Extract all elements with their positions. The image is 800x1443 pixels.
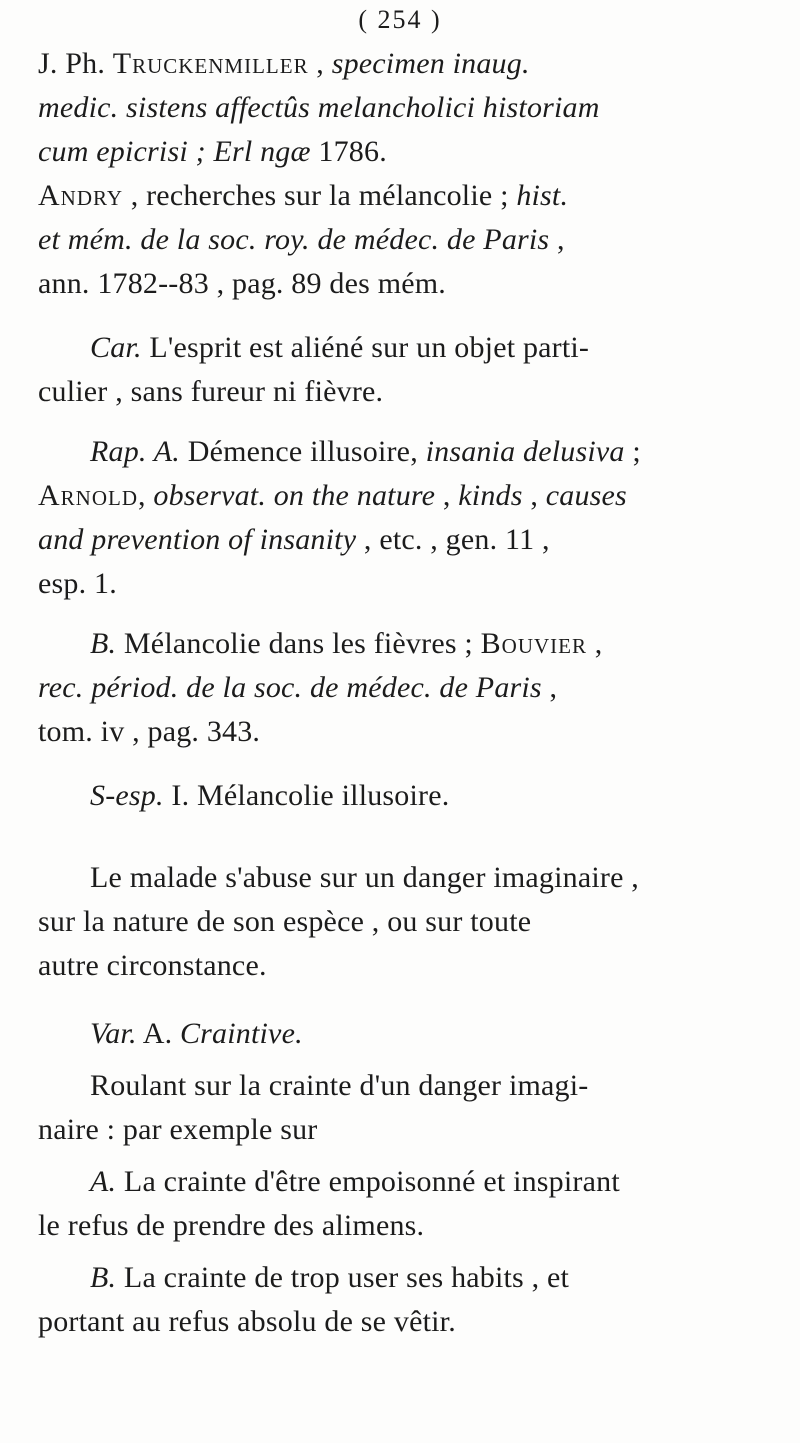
text-line-18: sur la nature de son espèce , ou sur toute [38, 905, 532, 938]
text-line-24: le refus de prendre des alimens. [38, 1209, 425, 1242]
text-line-8: culier , sans fureur ni fièvre. [38, 375, 384, 408]
text-line-6: ann. 1782--83 , pag. 89 des mém. [38, 267, 446, 300]
text-line-10: Arnold, observat. on the nature , kinds , causes [38, 479, 627, 512]
text-line-9: Rap. A. Démence illusoire, insania delusiva ; [90, 435, 641, 468]
text-line-25: B. La crainte de trop user ses habits , et [90, 1261, 570, 1294]
section-label: Rap. A. [90, 435, 181, 468]
text-line-11: and prevention of insanity , etc. , gen. 11 , [38, 523, 550, 556]
text-line-15: tom. iv , pag. 343. [38, 715, 261, 748]
section-label: B. [90, 627, 117, 660]
text-line-22: naire : par exemple sur [38, 1113, 318, 1146]
text-line-12: esp. 1. [38, 567, 117, 600]
text-line-13: B. Mélancolie dans les fièvres ; Bouvier , [90, 627, 603, 660]
section-label: S-esp. [90, 779, 164, 812]
text-line-4: Andry , recherches sur la mélancolie ; hist. [38, 179, 569, 212]
text-line-19: autre circonstance. [38, 949, 267, 982]
text-line-3: cum epicrisi ; Erl ngæ 1786. [38, 135, 387, 168]
text-line-2: medic. sistens affectûs melancholici historiam [38, 91, 600, 124]
text-line-17: Le malade s'abuse sur un danger imaginaire , [90, 861, 640, 894]
section-label: A. [90, 1165, 117, 1198]
author-name: Arnold [38, 479, 138, 512]
text-line-26: portant au refus absolu de se vêtir. [38, 1305, 456, 1338]
section-label: Car. [90, 331, 142, 364]
text-line-5: et mém. de la soc. roy. de médec. de Paris , [38, 223, 565, 256]
author-name: Bouvier [480, 627, 587, 660]
text-line-23: A. La crainte d'être empoisonné et inspirant [90, 1165, 620, 1198]
text-line-21: Roulant sur la crainte d'un danger imagi- [90, 1069, 589, 1102]
text-line-16: S-esp. I. Mélancolie illusoire. [90, 779, 450, 812]
section-label: B. [90, 1261, 117, 1294]
text-line-7: Car. L'esprit est aliéné sur un objet parti- [90, 331, 590, 364]
text-line-1: J. Ph. Truckenmiller , specimen inaug. [38, 47, 530, 80]
text-line-14: rec. périod. de la soc. de médec. de Paris , [38, 671, 558, 704]
author-name: Truckenmiller [112, 47, 309, 80]
author-name: Andry [38, 179, 124, 212]
page-number-header: ( 254 ) [358, 5, 442, 34]
section-label: Var. [90, 1017, 137, 1050]
text-line-20: Var. A. Craintive. [90, 1017, 303, 1050]
